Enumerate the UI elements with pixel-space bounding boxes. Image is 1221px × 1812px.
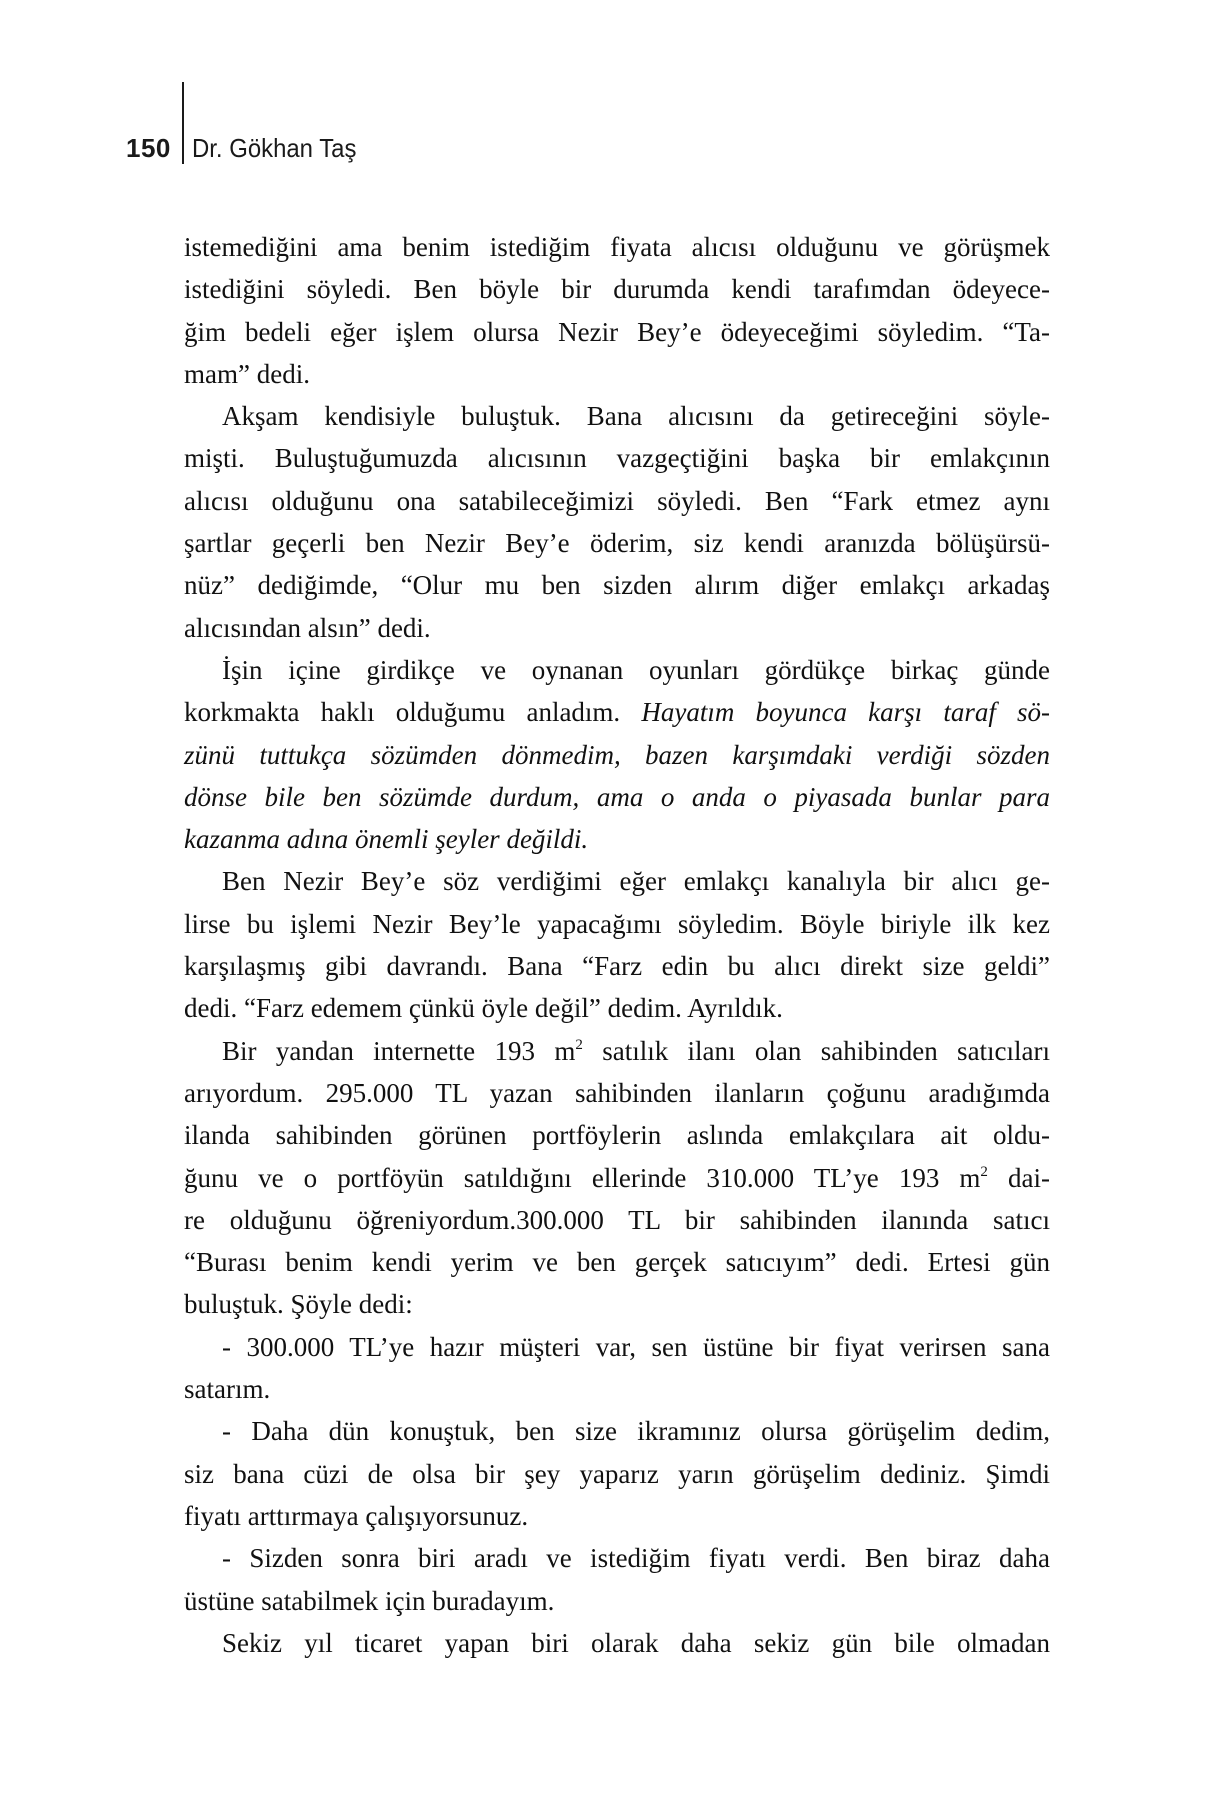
text-line: nüz” dediğimde, “Olur mu ben sizden alırım diğer emlakçı arkadaş	[184, 570, 1050, 601]
text-run: dai-	[1008, 1162, 1050, 1193]
superscript: 2	[980, 1163, 988, 1180]
italic-run: zünü tuttukça sözümden dönmedim, bazen karşımdaki verdiği sözden	[184, 739, 1050, 770]
text-line: mam” dedi.	[184, 358, 310, 389]
text-line: lirse bu işlemi Nezir Bey’le yapacağımı söyledim. Böyle biriyle ilk kez	[184, 908, 1050, 939]
body-text	[184, 226, 1050, 1664]
text-line: buluştuk. Şöyle dedi:	[184, 1289, 413, 1320]
dialogue-line: üstüne satabilmek için buradayım.	[184, 1585, 555, 1616]
running-head-author: Dr. Gökhan Taş	[192, 133, 357, 163]
italic-run: kazanma adına önemli şeyler değildi.	[184, 824, 589, 855]
superscript: 2	[575, 1036, 583, 1053]
page-number: 150	[126, 133, 171, 163]
text-line-mixed	[184, 691, 1050, 733]
text-line: dedi. “Farz edemem çünkü öyle değil” dedim. Ayrıldık.	[184, 993, 783, 1024]
text-line: İşin içine girdikçe ve oynanan oyunları gördükçe birkaç günde	[222, 654, 1050, 685]
italic-run: dönse bile ben sözümde durdum, ama o anda o piyasada bunlar para	[184, 781, 1050, 812]
text-line: istemediğini ama benim istediğim fiyata alıcısı olduğunu ve görüşmek	[184, 232, 1050, 262]
text-line-mixed	[184, 1157, 1050, 1199]
text-line: alıcısı olduğunu ona satabileceğimizi söyledi. Ben “Fark etmez aynı	[184, 485, 1050, 516]
text-line-italic	[184, 818, 1050, 860]
italic-run: Hayatım boyunca karşı taraf sö-	[641, 697, 1050, 728]
text-line: şartlar geçerli ben Nezir Bey’e öderim, siz kendi aranızda bölüşürsü-	[184, 528, 1050, 559]
dialogue-line: satarım.	[184, 1374, 271, 1405]
text-line: mişti. Buluştuğumuzda alıcısının vazgeçtiğini başka bir emlakçının	[184, 443, 1050, 474]
dialogue-line: - 300.000 TL’ye hazır müşteri var, sen üstüne bir fiyat verirsen sana	[222, 1331, 1050, 1362]
text-line-mixed	[184, 1030, 1050, 1072]
text-line-italic	[184, 734, 1050, 776]
text-line: karşılaşmış gibi davrandı. Bana “Farz edin bu alıcı direkt size geldi”	[184, 951, 1050, 982]
text-line: ğim bedeli eğer işlem olursa Nezir Bey’e ödeyeceğimi söyledim. “Ta-	[184, 316, 1050, 347]
text-run: Bir yandan internette 193 m	[222, 1035, 576, 1066]
text-line-italic	[184, 776, 1050, 818]
dialogue-line: siz bana cüzi de olsa bir şey yaparız yarın görüşelim dediniz. Şimdi	[184, 1458, 1050, 1489]
text-line: “Burası benim kendi yerim ve ben gerçek satıcıyım” dedi. Ertesi gün	[184, 1247, 1050, 1278]
text-line: ilanda sahibinden görünen portföylerin aslında emlakçılara ait oldu-	[184, 1120, 1050, 1151]
text-line: alıcısından alsın” dedi.	[184, 612, 431, 643]
text-run: ğunu ve o portföyün satıldığını ellerinde 310.000 TL’ye 193 m	[184, 1162, 981, 1193]
text-run: satılık ilanı olan sahibinden satıcıları	[602, 1035, 1051, 1066]
text-line: istediğini söyledi. Ben böyle bir durumda kendi tarafımdan ödeyece-	[184, 274, 1050, 305]
dialogue-line: - Daha dün konuştuk, ben size ikramınız olursa görüşelim dedim,	[222, 1416, 1050, 1447]
text-line: arıyordum. 295.000 TL yazan sahibinden ilanların çoğunu aradığımda	[184, 1077, 1050, 1108]
dialogue-line: - Sizden sonra biri aradı ve istediğim fiyatı verdi. Ben biraz daha	[222, 1543, 1050, 1574]
text-line: Sekiz yıl ticaret yapan biri olarak daha sekiz gün bile olmadan	[222, 1627, 1050, 1658]
text-line: Akşam kendisiyle buluştuk. Bana alıcısını da getireceğini söyle-	[222, 401, 1050, 432]
header-divider	[182, 82, 184, 164]
text-line: Ben Nezir Bey’e söz verdiğimi eğer emlakçı kanalıyla bir alıcı ge-	[222, 866, 1050, 897]
text-line: re olduğunu öğreniyordum.300.000 TL bir sahibinden ilanında satıcı	[184, 1204, 1050, 1235]
dialogue-line: fiyatı arttırmaya çalışıyorsunuz.	[184, 1500, 529, 1531]
text-run: korkmakta haklı olduğumu anladım.	[184, 697, 621, 728]
